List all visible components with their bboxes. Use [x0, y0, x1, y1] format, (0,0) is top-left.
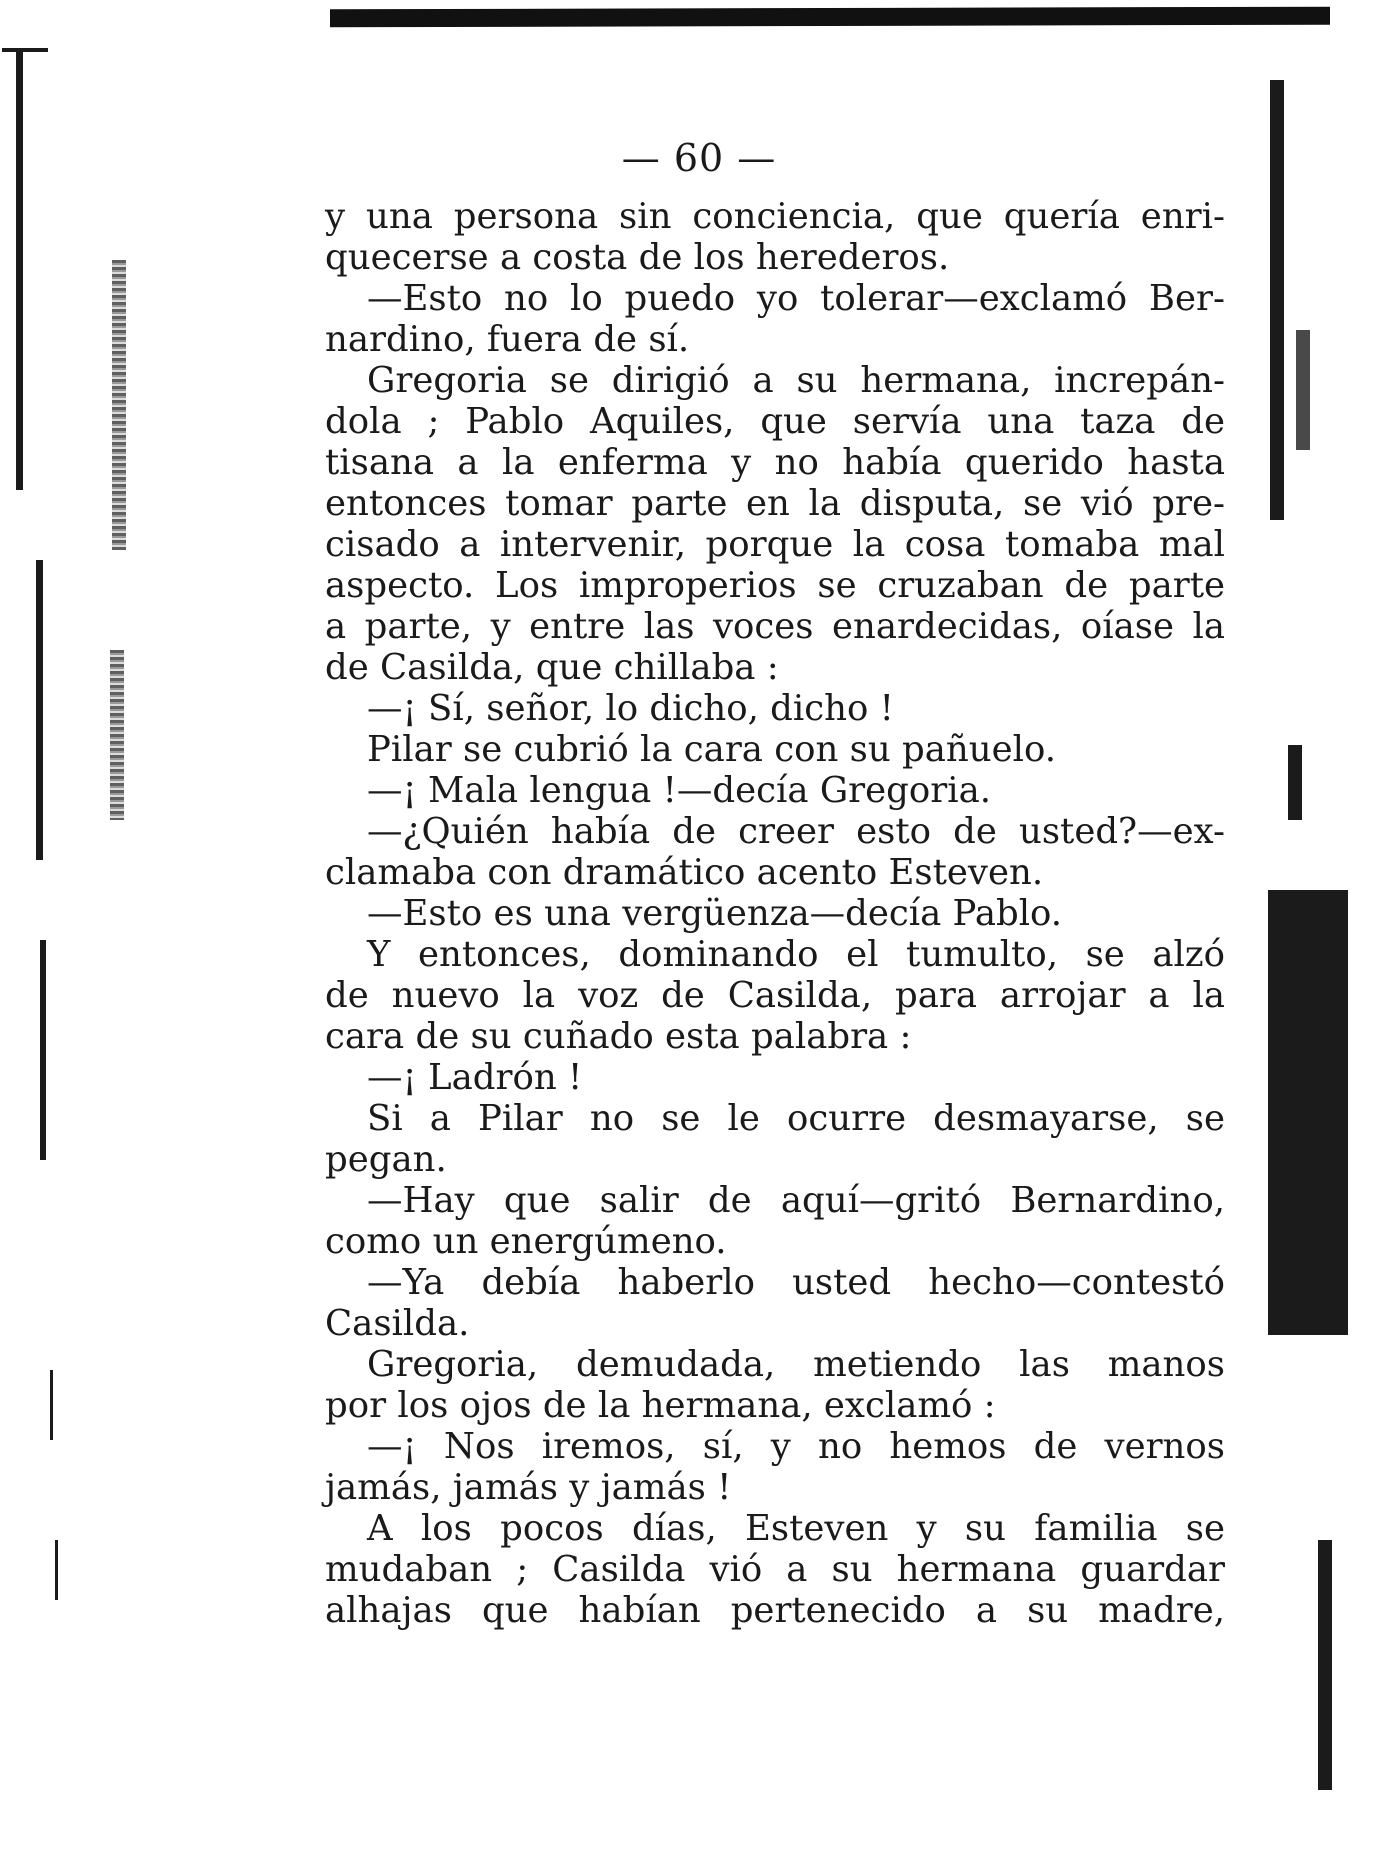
- text-line: dola ; Pablo Aquiles, que servía una taza de: [325, 401, 1225, 442]
- scan-left-smudge: [112, 260, 126, 550]
- text-line: Pilar se cubrió la cara con su pañuelo.: [367, 729, 1057, 770]
- scan-top-edge: [330, 7, 1330, 28]
- text-line: tisana a la enferma y no había querido hasta: [325, 442, 1225, 483]
- text-line: —¡ Mala lengua !—decía Gregoria.: [367, 770, 992, 811]
- scan-right-edge-mark: [1318, 1540, 1332, 1790]
- text-line: clamaba con dramático acento Esteven.: [325, 852, 1044, 893]
- text-line: —Ya debía haberlo usted hecho—contestó: [367, 1262, 1225, 1303]
- text-line: nardino, fuera de sí.: [325, 319, 690, 360]
- scan-left-smudge: [110, 650, 124, 820]
- page-number: — 60 —: [621, 136, 777, 180]
- scan-left-edge-bracket-top: [2, 48, 48, 52]
- text-line: Gregoria se dirigió a su hermana, increpán-: [367, 360, 1225, 401]
- text-line: entonces tomar parte en la disputa, se vió pre-: [325, 483, 1225, 524]
- text-line: y una persona sin conciencia, que quería enri-: [325, 196, 1225, 237]
- text-line: mudaban ; Casilda vió a su hermana guardar: [325, 1549, 1225, 1590]
- text-line: jamás, jamás y jamás !: [325, 1467, 732, 1508]
- text-line: —¿Quién había de creer esto de usted?—ex-: [367, 811, 1225, 852]
- text-line: por los ojos de la hermana, exclamó :: [325, 1385, 996, 1426]
- text-line: cara de su cuñado esta palabra :: [325, 1016, 912, 1057]
- text-line: Si a Pilar no se le ocurre desmayarse, se: [367, 1098, 1225, 1139]
- text-line: aspecto. Los improperios se cruzaban de parte: [325, 565, 1225, 606]
- scan-right-edge-mark: [1296, 330, 1310, 450]
- text-line: como un energúmeno.: [325, 1221, 727, 1262]
- text-line: —¡ Sí, señor, lo dicho, dicho !: [367, 688, 894, 729]
- text-line: —¡ Ladrón !: [367, 1057, 583, 1098]
- text-line: de Casilda, que chillaba :: [325, 647, 779, 688]
- text-line: —Esto no lo puedo yo tolerar—exclamó Ber-: [367, 278, 1225, 319]
- text-line: —Hay que salir de aquí—gritó Bernardino,: [367, 1180, 1225, 1221]
- scan-left-edge-mark: [50, 1370, 53, 1440]
- text-line: A los pocos días, Esteven y su familia se: [367, 1508, 1225, 1549]
- text-line: pegan.: [325, 1139, 447, 1180]
- text-line: —¡ Nos iremos, sí, y no hemos de vernos: [367, 1426, 1225, 1467]
- body-text: [325, 196, 1225, 1631]
- text-line: cisado a intervenir, porque la cosa tomaba mal: [325, 524, 1225, 565]
- text-line: Casilda.: [325, 1303, 470, 1344]
- text-line: a parte, y entre las voces enardecidas, oíase la: [325, 606, 1225, 647]
- text-line: Y entonces, dominando el tumulto, se alzó: [367, 934, 1225, 975]
- scan-left-edge-mark: [36, 560, 43, 860]
- text-line: alhajas que habían pertenecido a su madre,: [325, 1590, 1225, 1631]
- scan-left-edge-mark: [40, 940, 46, 1160]
- text-line: de nuevo la voz de Casilda, para arrojar a la: [325, 975, 1225, 1016]
- scan-right-edge-mark: [1288, 745, 1302, 820]
- text-line: —Esto es una vergüenza—decía Pablo.: [367, 893, 1063, 934]
- scan-right-edge-mark: [1268, 890, 1348, 1335]
- text-line: quecerse a costa de los herederos.: [325, 237, 950, 278]
- text-line: Gregoria, demudada, metiendo las manos: [367, 1344, 1225, 1385]
- scan-left-edge-mark: [16, 50, 23, 490]
- scan-left-edge-mark: [55, 1540, 58, 1600]
